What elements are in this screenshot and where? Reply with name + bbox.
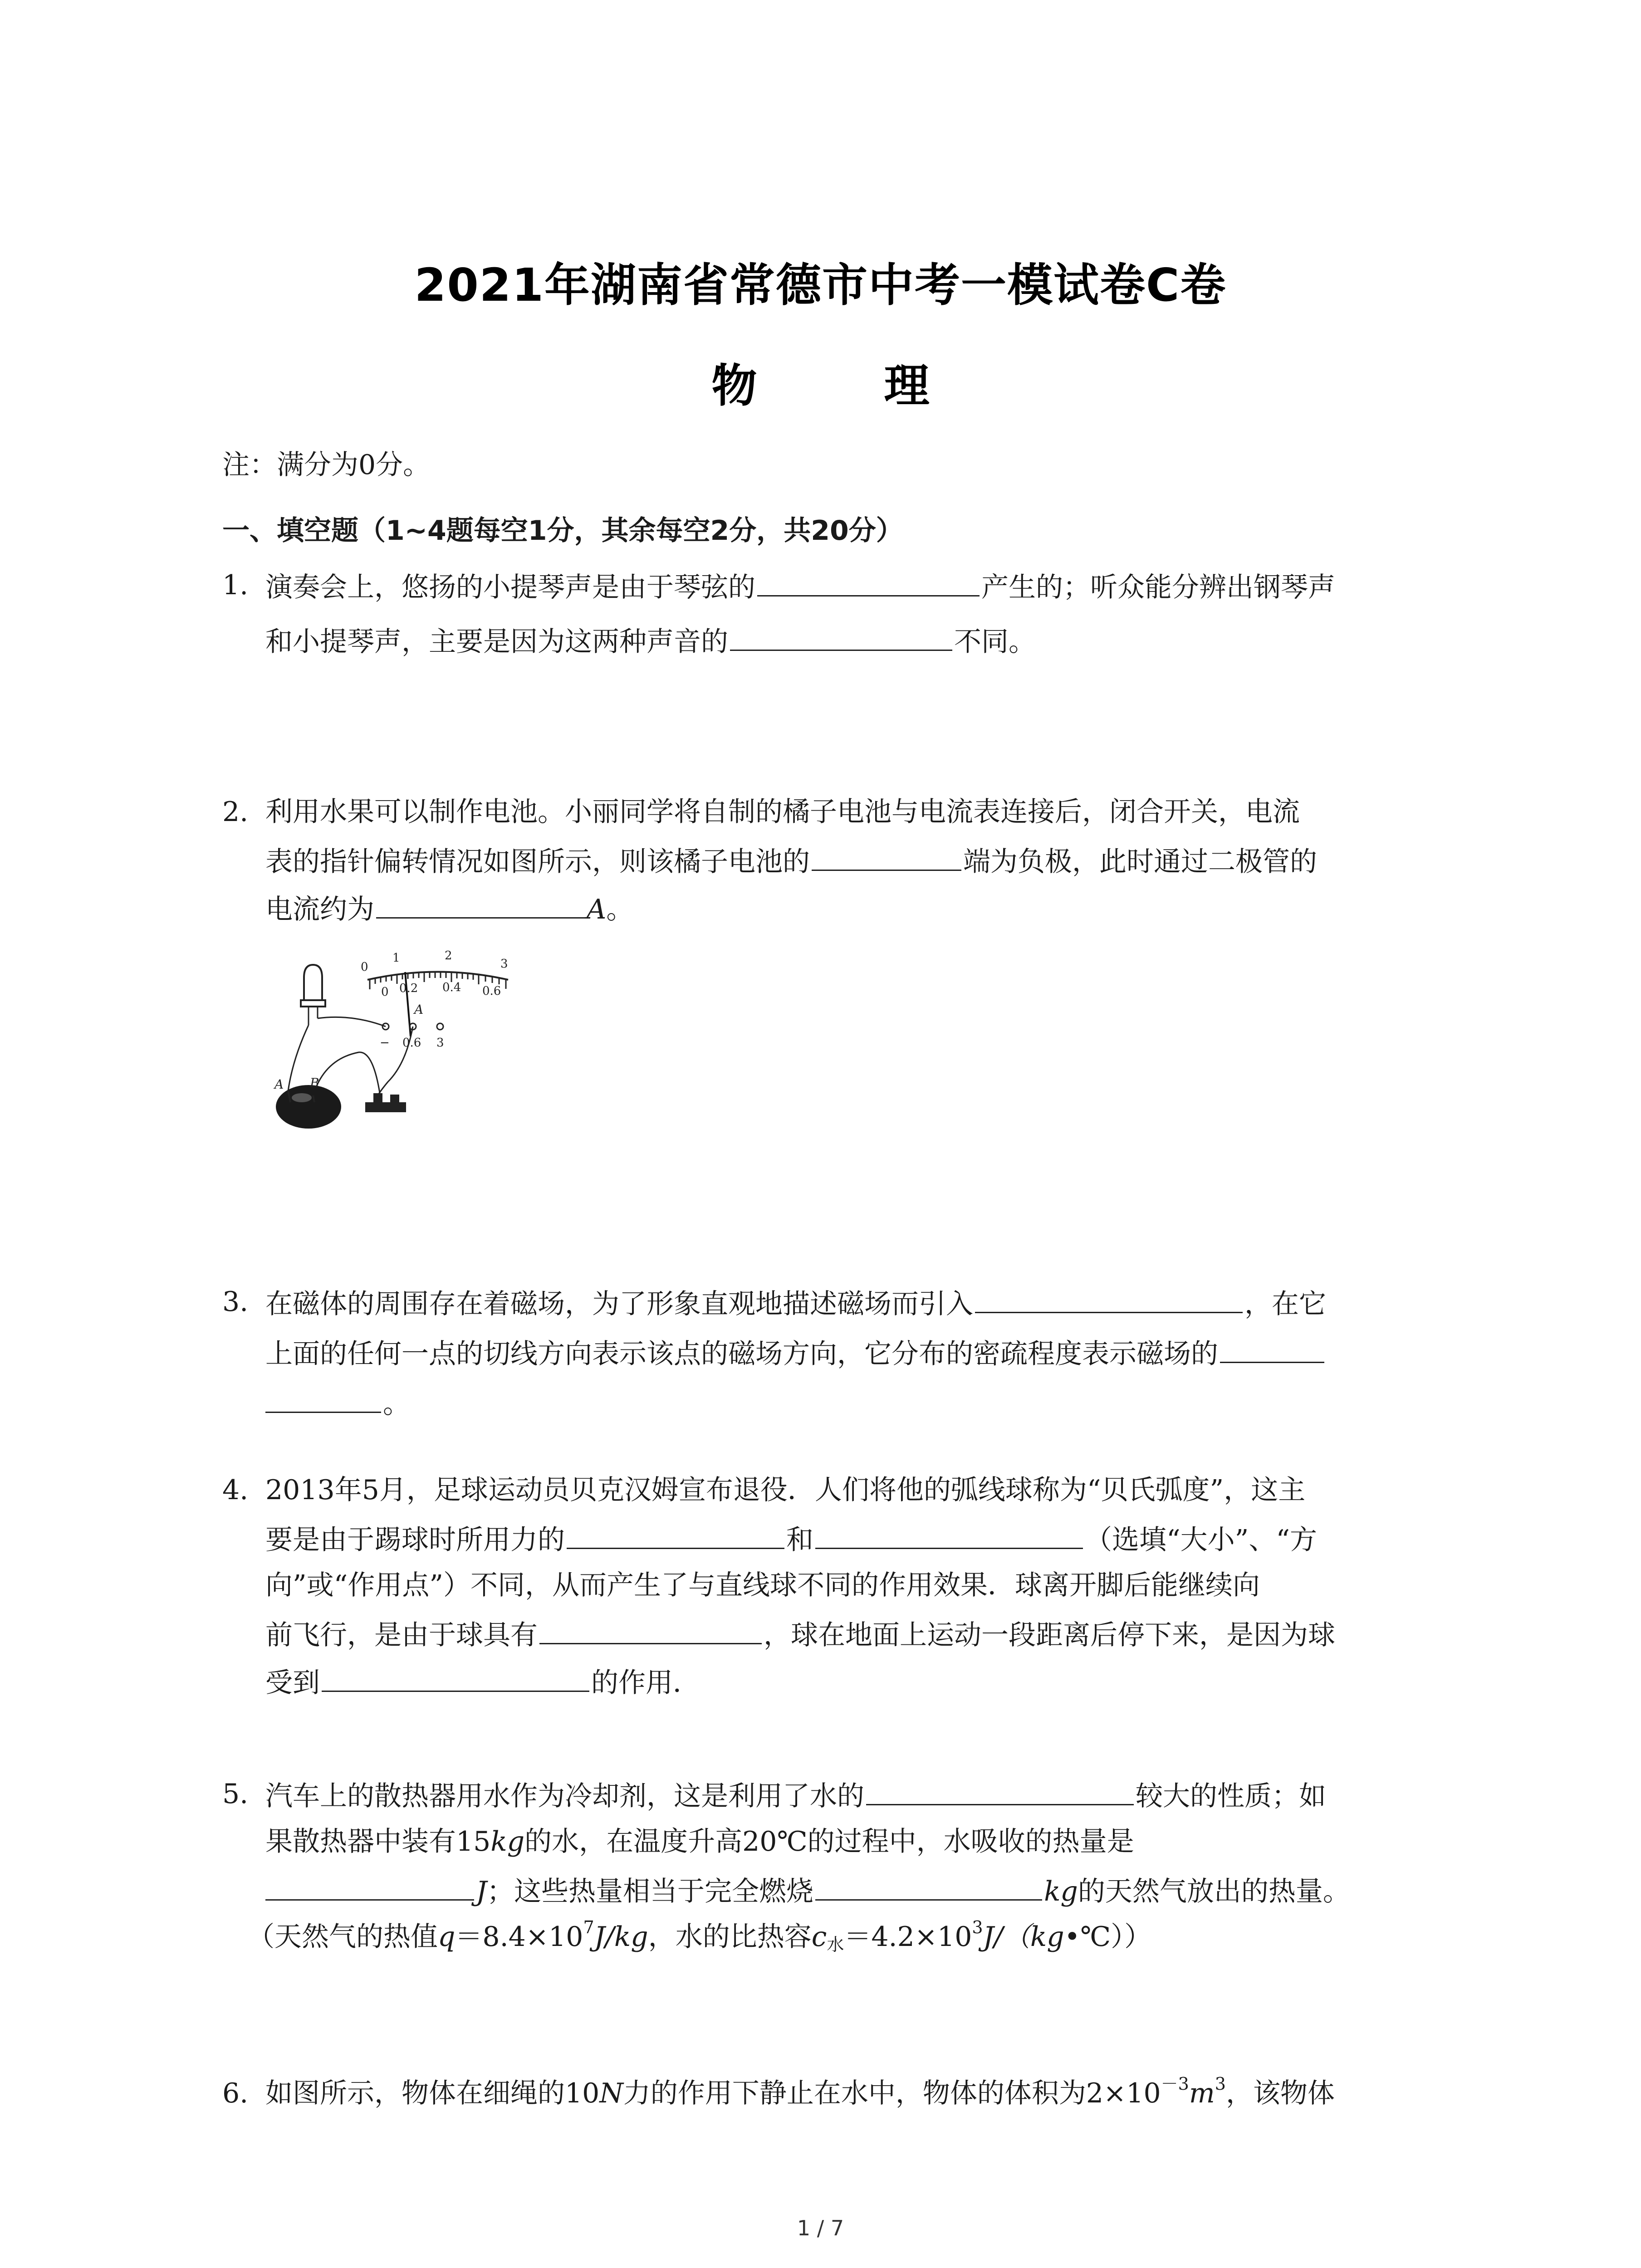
answer-blank[interactable] [815,1520,1083,1549]
answer-blank[interactable] [866,1776,1134,1805]
question-4-line-1: 2013年5月，足球运动员贝克汉姆宣布退役．人们将他的弧线球称为“贝氏弧度”，这主 [265,1474,1306,1506]
question-number: 2. [222,796,249,828]
ammeter-scale-arc [367,972,508,980]
question-5-line-3: J；这些热量相当于完全燃烧 kg的天然气放出的热量。 [265,1871,1350,1910]
led-base [301,1000,325,1007]
question-3-line-1: 在磁体的周围存在着磁场，为了形象直观地描述磁场而引入 ，在它 [265,1284,1326,1322]
question-number: 4. [222,1474,249,1506]
electrode-label-b: B [310,1075,319,1090]
answer-blank[interactable] [812,841,961,871]
page-number: 1 / 7 [797,2216,844,2240]
question-4-line-3: 向”或“作用点”）不同，从而产生了与直线球不同的作用效果．球离开脚后能继续向 [265,1569,1260,1601]
scale-bottom-3: 0.6 [482,984,501,998]
answer-blank[interactable] [730,621,952,651]
scale-top-2: 2 [445,949,452,963]
answer-blank[interactable] [815,1871,1042,1901]
wire-led-to-a [288,1025,309,1091]
question-1-line-1: 演奏会上，悠扬的小提琴声是由于琴弦的 产生的；听众能分辨出钢琴声 [265,567,1335,606]
ammeter-circuit-figure [261,946,515,1136]
question-number: 3. [222,1286,249,1318]
question-4-line-4: 前飞行，是由于球具有 ，球在地面上运动一段距离后停下来，是因为球 [265,1615,1335,1653]
scale-top-3: 3 [500,957,508,971]
question-number: 5. [222,1778,249,1810]
subject-title: 物 理 [711,359,970,412]
question-5-line-1: 汽车上的散热器用水作为冷却剂，这是利用了水的 较大的性质；如 [265,1776,1326,1814]
question-5-line-2: 果散热器中装有15kg的水，在温度升高20℃的过程中，水吸收的热量是 [265,1826,1134,1857]
wire-led-to-ammeter [318,1017,386,1026]
answer-blank[interactable] [539,1615,762,1644]
answer-blank-continued[interactable] [265,1383,381,1413]
answer-blank[interactable] [975,1284,1243,1313]
answer-blank[interactable] [757,567,980,596]
terminal-label-negative: − [380,1036,390,1050]
answer-blank[interactable] [567,1520,784,1549]
led-bulb [304,965,322,1000]
answer-blank[interactable] [376,889,585,919]
terminal-label-3: 3 [436,1036,444,1050]
exam-title: 2021年湖南省常德市中考一模试卷C卷 [414,259,1227,312]
question-4-line-5: 受到 的作用． [265,1662,700,1701]
answer-blank[interactable] [265,1871,474,1901]
terminal-3 [437,1023,443,1030]
terminal-label-0.6: 0.6 [402,1036,421,1050]
question-4-line-2: 要是由于踢球时所用力的 和 （选填“大小”、“方 [265,1520,1317,1558]
scale-bottom-0: 0 [381,985,389,999]
question-5-line-4: （天然气的热值$q=8.4\times 10^7J/kg$，水的比热容$c_水=4.2\times 10^3J/(kg•℃)$） [247,1917,1152,1955]
question-2-line-3: 电流约为 A。 [265,889,633,928]
scale-bottom-1: 0.2 [399,982,418,995]
question-3-line-2: 上面的任何一点的切线方向表示该点的磁场方向，它分布的密疏程度表示磁场的 [265,1334,1326,1372]
orange-battery [276,1085,341,1129]
ammeter-label: A [414,1002,424,1017]
question-2-line-1: 利用水果可以制作电池。小丽同学将自制的橘子电池与电流表连接后，闭合开关，电流 [265,796,1300,828]
section-heading: 一、填空题（1~4题每空1分，其余每空2分，共20分） [222,515,903,547]
score-note: 注：满分为0分。 [222,449,431,481]
question-2-line-2: 表的指针偏转情况如图所示，则该橘子电池的 端为负极，此时通过二极管的 [265,841,1317,880]
question-3-line-3: 。 [265,1383,410,1422]
electrode-label-a: A [274,1077,284,1092]
scale-top-0: 0 [361,960,368,974]
scale-top-1: 1 [392,951,400,965]
answer-blank[interactable] [1220,1334,1324,1363]
switch-base [365,1102,406,1112]
question-number: 6. [222,2077,249,2109]
question-number: 1. [222,569,249,601]
switch-post [373,1093,382,1103]
scale-bottom-2: 0.4 [442,981,461,994]
answer-blank[interactable] [322,1662,589,1692]
question-6-line-1: 如图所示，物体在细绳的10N力的作用下静止在水中，物体的体积为$2\times 10^{-3}m^3$，该物体 [265,2074,1335,2109]
question-1-line-2: 和小提琴声，主要是因为这两种声音的 不同。 [265,621,1036,660]
